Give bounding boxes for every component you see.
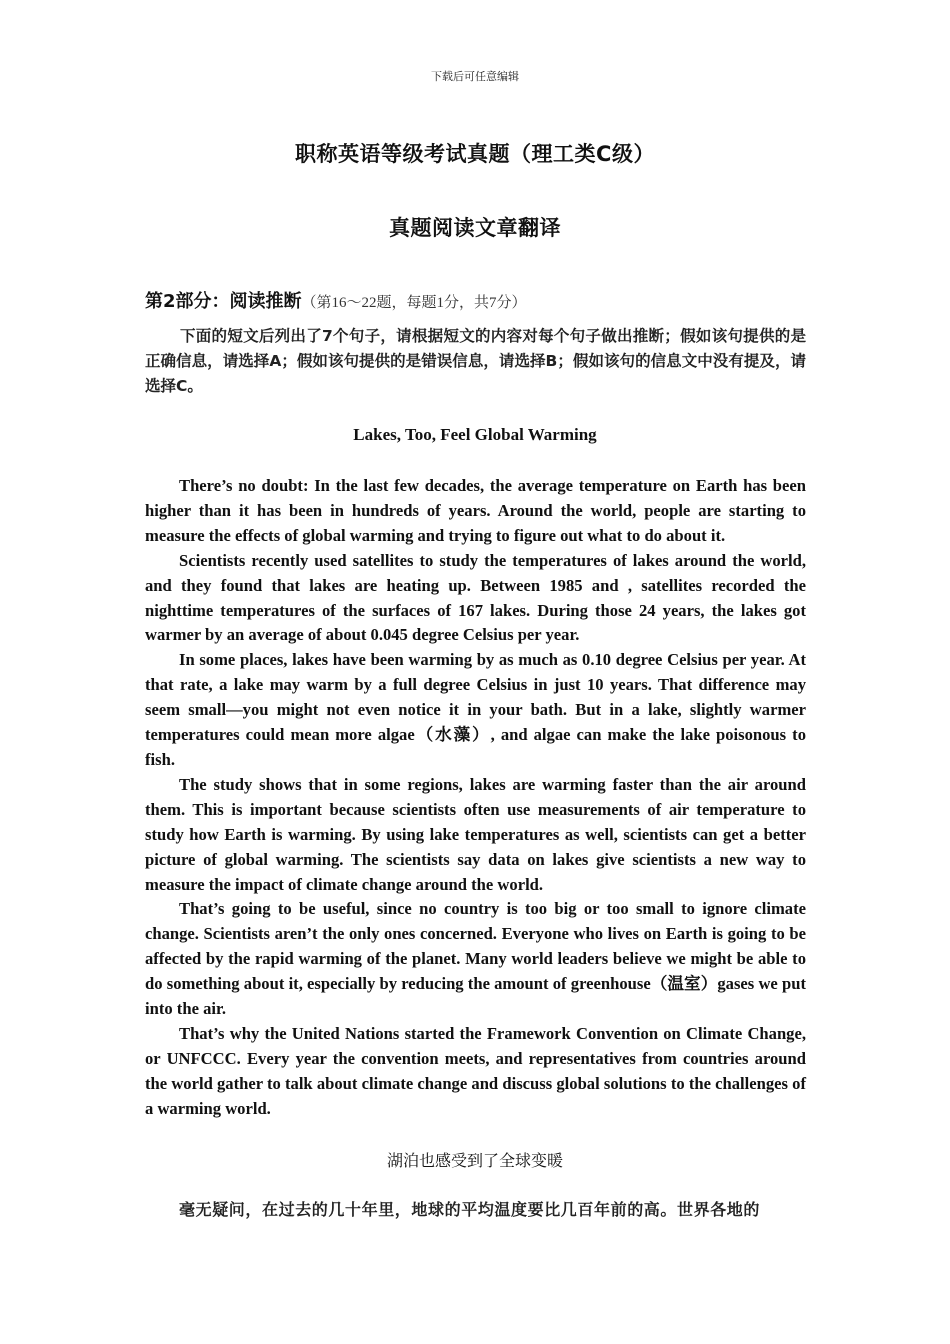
translation-title: 湖泊也感受到了全球变暖 bbox=[386, 1151, 563, 1170]
paragraph: There’s no doubt: In the last few decades, the average temperature on Earth has been higher than it has been in hundreds of years. Around the world, people are starting to measure the effects of global warming and trying to figure out what to do about it. bbox=[145, 476, 806, 545]
instructions: 下面的短文后列出了7个句子，请根据短文的内容对每个句子做出推断；假如该句提供的是正确信息，请选择A；假如该句提供的是错误信息，请选择B；假如该句的信息文中没有提及，请选择C。 bbox=[145, 327, 806, 395]
section-heading-row bbox=[145, 287, 810, 313]
section-heading: 第2部分：阅读推断 bbox=[145, 291, 302, 312]
article-body bbox=[145, 474, 806, 1122]
header-note: 下载后可任意编辑 bbox=[431, 70, 519, 83]
paragraph: That’s going to be useful, since no country is too big or too small to ignore climate change. Scientists aren’t the only ones concerned. Everyone who lives on Earth is going to be affected by the rapid warming of the planet. Many world leaders believe we might be able to do something about it, especially by reducing the amount of greenhouse（温室）gases we put into the air. bbox=[145, 899, 806, 1019]
section-note: （第16～22题，每题1分，共7分） bbox=[301, 295, 527, 311]
paragraph: In some places, lakes have been warming by as much as 0.10 degree Celsius per year. At that rate, a lake may warm by a full degree Celsius in just 10 years. That difference may seem small—you might not even notice it in your bath. But in a lake, slightly warmer temperatures could mean more algae（水藻）, and algae can make the lake poisonous to fish. bbox=[145, 650, 806, 769]
paragraph: The study shows that in some regions, lakes are warming faster than the air around them. This is important because scientists often use measurements of air temperature to study how Earth is warming. By using lake temperatures as well, scientists can get a better picture of global warming. The scientists say data on lakes give scientists a new way to measure the impact of climate change around the world. bbox=[145, 774, 806, 894]
paragraph: That’s why the United Nations started the Framework Convention on Climate Change, or UNFCCC. Every year the convention meets, and representatives from countries around the world gather to talk about climate change and discuss global solutions to the challenges of a warming world. bbox=[145, 1023, 806, 1118]
subtitle: 真题阅读文章翻译 bbox=[389, 216, 561, 240]
translation-first-line: 毫无疑问，在过去的几十年里，地球的平均温度要比几百年前的高。世界各地的 bbox=[179, 1200, 761, 1219]
article-title: Lakes, Too, Feel Global Warming bbox=[353, 425, 597, 444]
paragraph: Scientists recently used satellites to study the temperatures of lakes around the world, and they found that lakes are heating up. Between 1985 and , satellites recorded the nighttime temperatures of the surfaces of 167 lakes. During those 24 years, the lakes got warmer by an average of about 0.045 degree Celsius per year. bbox=[145, 550, 806, 645]
main-title: 职称英语等级考试真题（理工类C级） bbox=[295, 142, 655, 166]
